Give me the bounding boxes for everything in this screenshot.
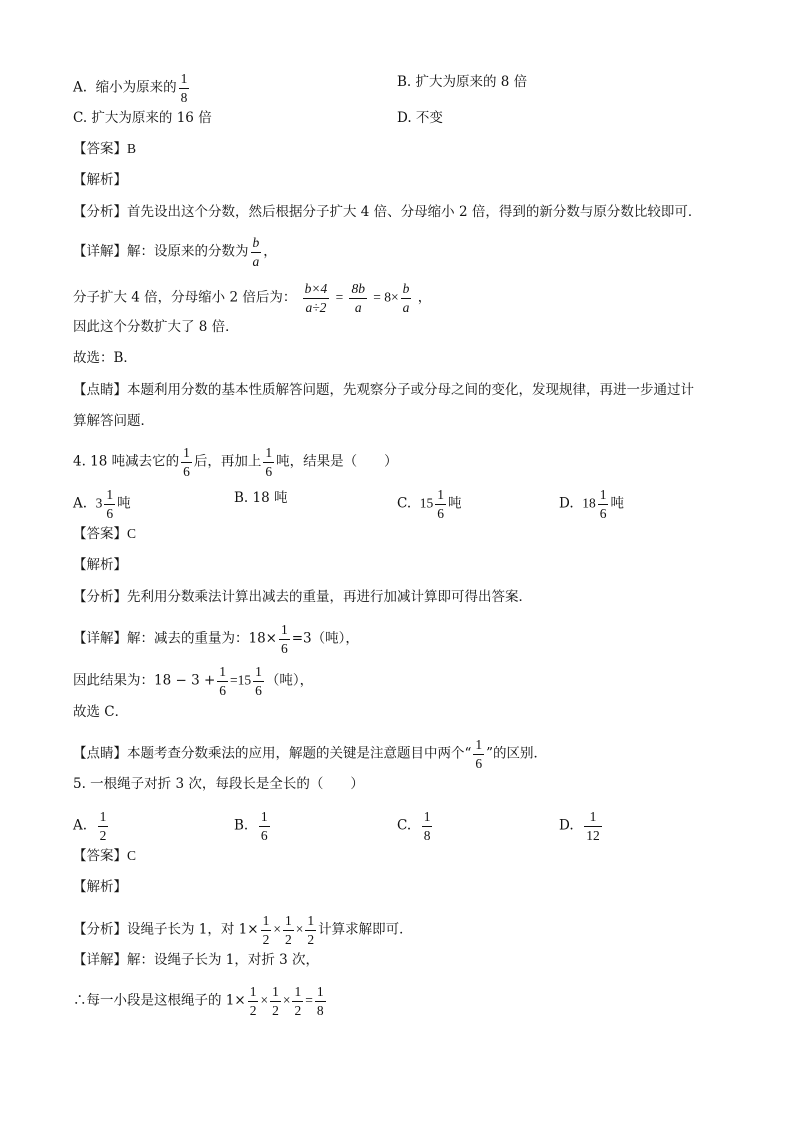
fraction: $\frac{1}{6}$	[437, 487, 444, 521]
q3-fenxi: 【分析】首先设出这个分数，然后根据分子扩大 4 倍、分母缩小 2 倍，得到的新分数与原分数比较即可．	[73, 204, 702, 220]
q4-option-d: D. 18 $\frac{1}{6}$ 吨	[559, 487, 624, 521]
q5-stem: 5. 一根绳子对折 3 次，每段长是全长的（ ）	[73, 776, 364, 792]
q3-option-d: D. 不变	[397, 110, 443, 126]
fraction: $\frac{1}{6}$	[281, 622, 288, 656]
q5-option-c: C. $\frac{1}{8}$	[397, 809, 431, 843]
fraction: $\frac{1}{2}$	[262, 913, 270, 947]
q3-xiangjie: 【详解】解：设原来的分数为 $\frac{b}{a}$ ，	[73, 235, 277, 269]
fraction: $\frac{1}{6}$	[260, 809, 268, 843]
fraction: $\frac{1}{6}$	[183, 445, 190, 479]
q3-conclusion: 因此这个分数扩大了 8 倍．	[73, 319, 239, 335]
q5-option-d: D. $\frac{1}{12}$	[559, 809, 600, 843]
fraction: $\frac{1}{8}$	[423, 809, 431, 843]
fraction: $\frac{1}{8}$	[180, 71, 188, 105]
q3-option-b: B. 扩大为原来的 8 倍	[397, 74, 528, 90]
q4-choice: 故选 C．	[73, 704, 129, 720]
fraction: $\frac{1}{12}$	[586, 809, 600, 843]
fraction: $\frac{b}{a}$	[252, 235, 260, 269]
q5-option-b: B. $\frac{1}{6}$	[234, 809, 268, 843]
fraction: $\frac{1}{2}$	[249, 984, 257, 1018]
q3-option-a: A. 缩小为原来的 $\frac{1}{8}$	[73, 71, 188, 105]
fraction: $\frac{1}{6}$	[106, 487, 114, 521]
q4-dianjing: 【点睛】本题考查分数乘法的应用，解题的关键是注意题目中两个“ $\frac{1}{6}$ ”的区别．	[73, 737, 548, 771]
q4-option-b: B. 18 吨	[234, 490, 288, 506]
q4-stem: 4. 18 吨减去它的 $\frac{1}{6}$ 后，再加上 $\frac{1}{6}$ 吨，结果是（ ）	[73, 445, 398, 479]
fraction: $\frac{1}{2}$	[294, 984, 302, 1018]
fraction: $\frac{1}{2}$	[307, 913, 315, 947]
q4-option-a: A. 3 $\frac{1}{6}$ 吨	[73, 487, 131, 521]
fraction: $\frac{b\times 4}{a\div 2}$	[304, 281, 328, 315]
fraction: $\frac{b}{a}$	[402, 281, 410, 315]
q3-answer: 【答案】B	[73, 141, 137, 157]
q4-analysis-tag: 【解析】	[73, 557, 127, 573]
q5-answer: 【答案】C	[73, 848, 137, 864]
fraction: $\frac{1}{6}$	[255, 664, 262, 698]
fraction: $\frac{1}{6}$	[265, 445, 273, 479]
q3-option-c: C. 扩大为原来的 16 倍	[73, 110, 212, 126]
q4-fenxi: 【分析】先利用分数乘法计算出减去的重量，再进行加减计算即可得出答案．	[73, 589, 532, 605]
fraction: $\frac{1}{6}$	[599, 487, 607, 521]
q3-working-line: 分子扩大 4 倍，分母缩小 2 倍后为： $\frac{b\times 4}{a\div 2}$ = $\frac{8b}{a}$ = 8× $\frac{b}{a}$ ，	[73, 281, 432, 315]
fraction: $\frac{1}{2}$	[99, 809, 107, 843]
fraction: $\frac{1}{2}$	[284, 913, 292, 947]
q3-analysis-tag: 【解析】	[73, 172, 127, 188]
q4-option-c: C. 15 $\frac{1}{6}$ 吨	[397, 487, 462, 521]
fraction: $\frac{1}{2}$	[272, 984, 279, 1018]
q4-working-line: 因此结果为：18 − 3 + $\frac{1}{6}$ =15 $\frac{1}{6}$ （吨），	[73, 664, 314, 698]
q5-working-line: ∴每一小段是这根绳子的 1× $\frac{1}{2}$ × $\frac{1}{2}$ × $\frac{1}{2}$ = $\frac{1}{8}$	[73, 984, 324, 1018]
fraction: $\frac{1}{6}$	[475, 737, 483, 771]
fraction: $\frac{1}{6}$	[219, 664, 227, 698]
q5-analysis-tag: 【解析】	[73, 879, 127, 895]
q5-option-a: A. $\frac{1}{2}$	[73, 809, 107, 843]
q3-choice: 故选：B．	[73, 350, 137, 366]
q5-fenxi: 【分析】设绳子长为 1，对 1× $\frac{1}{2}$ × $\frac{1}{2}$ × $\frac{1}{2}$ 计算求解即可．	[73, 913, 413, 947]
q3-dianjing: 【点睛】本题利用分数的基本性质解答问题，先观察分子或分母之间的变化，发现规律，再进一步通过计	[73, 382, 694, 398]
fraction: $\frac{1}{8}$	[316, 984, 324, 1018]
q4-xiangjie: 【详解】解：减去的重量为：18× $\frac{1}{6}$ =3（吨），	[73, 622, 359, 656]
q4-answer: 【答案】C	[73, 526, 137, 542]
fraction: $\frac{8b}{a}$	[351, 281, 365, 315]
q3-dianjing-cont: 算解答问题．	[73, 413, 154, 429]
q5-xiangjie: 【详解】解：设绳子长为 1，对折 3 次，	[73, 952, 320, 968]
